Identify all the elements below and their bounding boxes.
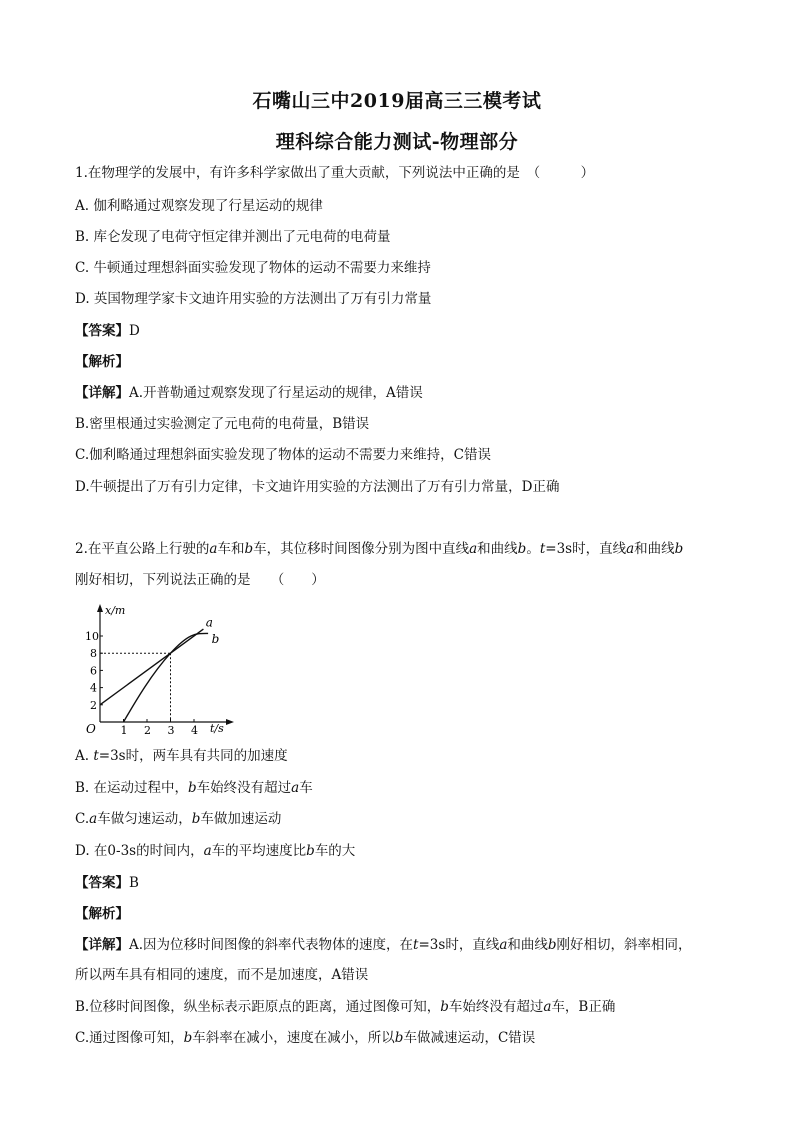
q1-option-c: C. 牛顿通过理想斜面实验发现了物体的运动不需要力来维持: [75, 260, 431, 276]
y-tick-label: 4: [90, 681, 97, 695]
q2-answer: 【答案】B: [75, 875, 139, 891]
x-axis-label: t/s: [210, 722, 224, 735]
y-tick-label: 10: [85, 630, 99, 643]
y-tick-label: 2: [90, 698, 97, 712]
origin-label: O: [86, 722, 96, 736]
page-title: 石嘴山三中2019届高三三模考试: [252, 90, 542, 112]
q2-detail-c: C.通过图像可知，b车斜率在减小，速度在减小，所以b车做减速运动，C错误: [75, 1030, 536, 1046]
q2-detail-a-line1: 【详解】A.因为位移时间图像的斜率代表物体的速度，在t=3s时，直线a和曲线b刚好相切，斜率相同，: [75, 937, 692, 953]
q2-option-a: A. t=3s时，两车具有共同的加速度: [75, 748, 288, 764]
q2-analysis-tag: 【解析】: [75, 906, 129, 922]
q1-detail-b: B.密里根通过实验测定了元电荷的电荷量，B错误: [75, 416, 370, 432]
q2-option-c: C.a车做匀速运动，b车做加速运动: [75, 811, 282, 827]
q1-analysis-tag: 【解析】: [75, 354, 129, 370]
page-subtitle: 理科综合能力测试-物理部分: [275, 131, 519, 153]
q1-answer: [75, 322, 735, 340]
y-tick-label: 8: [90, 647, 97, 661]
q1-detail-c: C.伽利略通过理想斜面实验发现了物体的运动不需要力来维持，C错误: [75, 447, 491, 463]
q2-option-b: B. 在运动过程中，b车始终没有超过a车: [75, 780, 313, 796]
x-axis-arrow: [226, 719, 234, 725]
q1-option-a: A. 伽利略通过观察发现了行星运动的规律: [75, 198, 323, 214]
y-axis-label: x/m: [105, 604, 126, 617]
q1-detail-d: D.牛顿提出了万有引力定律，卡文迪许用实验的方法测出了万有引力常量，D正确: [75, 479, 560, 495]
q1-answer-value: D: [129, 323, 140, 339]
x-tick-label: 3: [167, 724, 175, 737]
q2-stem-line2: 刚好相切，下列说法正确的是 （ ）: [75, 572, 325, 588]
x-tick-label: 2: [144, 724, 151, 737]
y-tick-label: 6: [90, 664, 97, 678]
q2-detail-b: B.位移时间图像，纵坐标表示距原点的距离，通过图像可知，b车始终没有超过a车，B正确: [75, 999, 616, 1015]
q1-stem: 1.在物理学的发展中，有许多科学家做出了重大贡献，下列说法中正确的是 （ ）: [75, 165, 595, 181]
q1-option-d: D. 英国物理学家卡文迪许用实验的方法测出了万有引力常量: [75, 291, 432, 307]
q2-option-d: D. 在0-3s的时间内，a车的平均速度比b车的大: [75, 843, 356, 859]
x-tick-label: 1: [120, 724, 128, 737]
curve-b: [100, 629, 203, 705]
y-axis-arrow: [97, 604, 103, 612]
q1-answer-tag: 【答案】: [75, 323, 129, 339]
q1-detail-a: 【详解】A.开普勒通过观察发现了行星运动的规律，A错误: [75, 385, 423, 401]
q2-detail-a-line2: 所以两车具有相同的速度，而不是加速度，A错误: [75, 967, 369, 983]
q1-option-b: B. 库仑发现了电荷守恒定律并测出了元电荷的电荷量: [75, 229, 391, 245]
xt-graph: [80, 600, 240, 738]
q2-stem-line1: 2.在平直公路上行驶的a车和b车，其位移时间图像分别为图中直线a和曲线b。t=3s时，直线a和曲线b: [75, 541, 684, 557]
q1-detail-tag: 【详解】: [75, 385, 129, 401]
curve-b-label: b: [211, 631, 220, 646]
curve-a-label: a: [205, 615, 213, 630]
x-tick-label: 4: [191, 724, 198, 737]
